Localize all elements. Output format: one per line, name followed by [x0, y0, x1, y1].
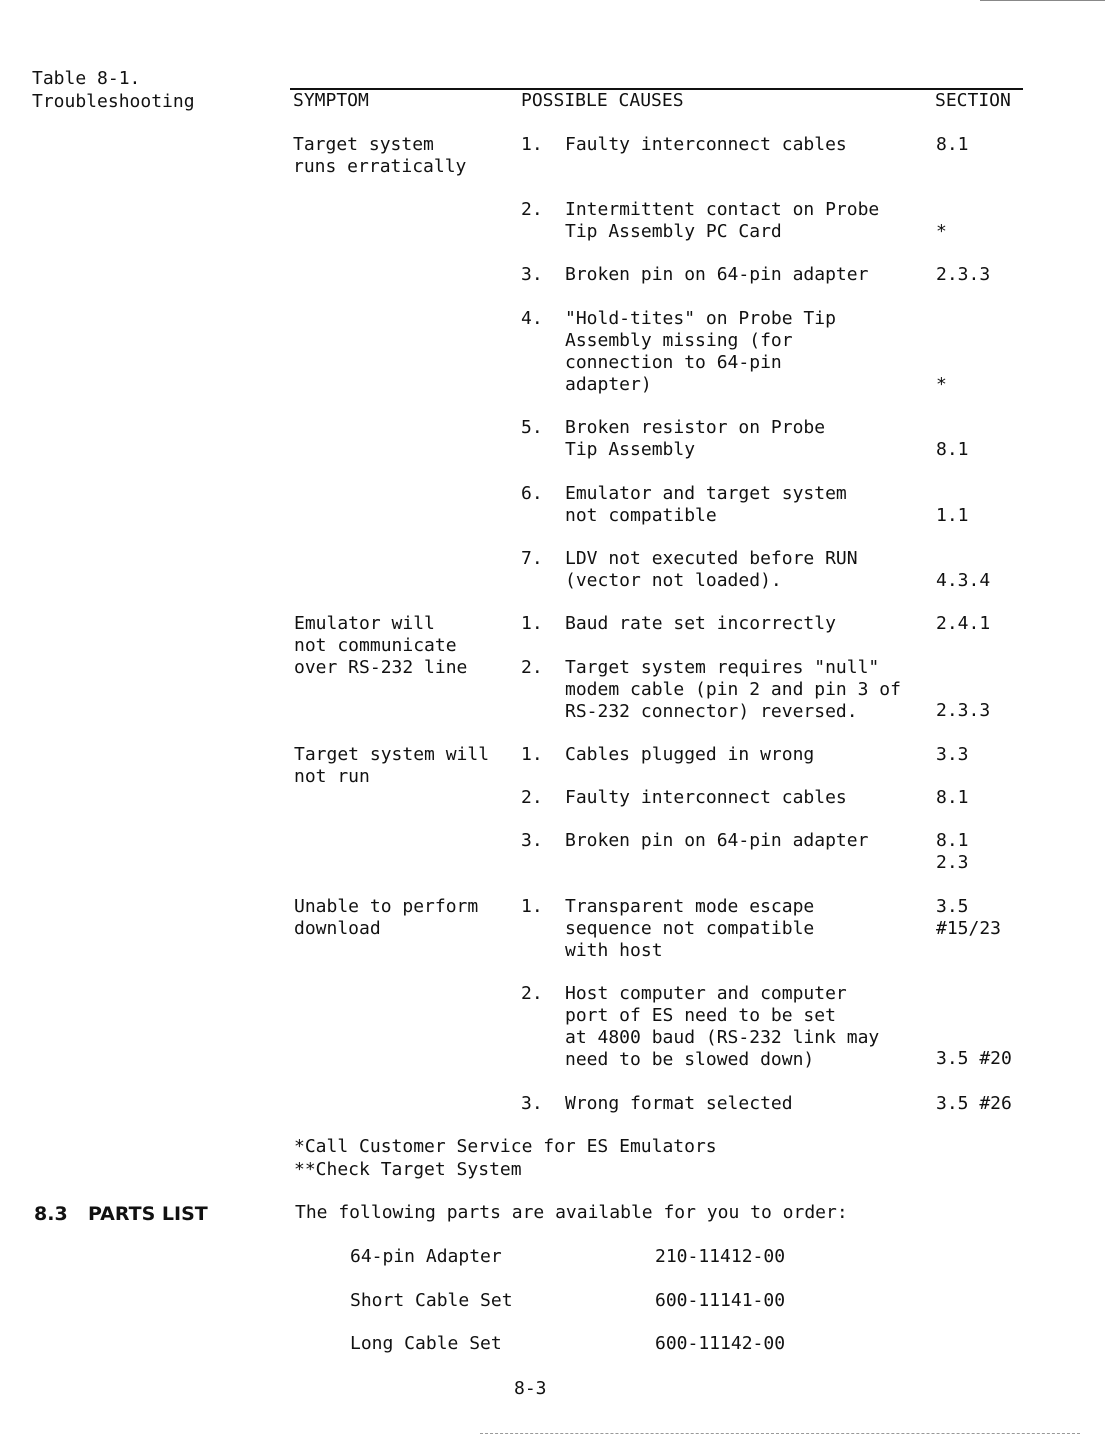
section-ref: 3.5 #20	[936, 1048, 1012, 1069]
cause-text: Emulator and target system not compatible	[565, 483, 847, 526]
scan-edge-line	[980, 0, 1105, 1]
cause-text: Host computer and computer port of ES need to be set at 4800 baud (RS-232 link may need to be slowed down)	[565, 983, 880, 1070]
section-ref: 3.5 #15/23	[936, 896, 1002, 939]
cause-number: 3.	[521, 264, 543, 285]
part-number: 600-11142-00	[655, 1333, 786, 1354]
part-name: 64-pin Adapter	[350, 1246, 502, 1267]
cause-text: LDV not executed before RUN (vector not loaded).	[565, 548, 858, 591]
table-title: Troubleshooting	[32, 91, 195, 112]
symptom-cell: Target system runs erratically	[293, 134, 467, 177]
section-ref: 2.4.1	[936, 613, 991, 634]
cause-text: Broken pin on 64-pin adapter	[565, 830, 869, 851]
cause-number: 1.	[521, 134, 543, 155]
cause-text: Broken pin on 64-pin adapter	[565, 264, 869, 285]
section-ref: *	[936, 374, 947, 395]
header-section: SECTION	[935, 90, 1011, 111]
part-name: Short Cable Set	[350, 1290, 513, 1311]
section-ref: 2.3.3	[936, 264, 991, 285]
cause-text: Target system requires "null" modem cable (pin 2 and pin 3 of RS-232 connector) reversed.	[565, 657, 901, 722]
part-number: 600-11141-00	[655, 1290, 786, 1311]
section-ref: 8.1 2.3	[936, 830, 969, 873]
cause-number: 2.	[521, 983, 543, 1004]
cause-text: Transparent mode escape sequence not compatible with host	[565, 896, 815, 961]
parts-list-section-number: 8.3	[34, 1203, 68, 1225]
cause-number: 3.	[521, 830, 543, 851]
parts-list-intro: The following parts are available for you to order:	[295, 1202, 848, 1223]
cause-text: Broken resistor on Probe Tip Assembly	[565, 417, 826, 460]
page-number: 8-3	[514, 1378, 547, 1399]
part-number: 210-11412-00	[655, 1246, 786, 1267]
footnote: **Check Target System	[294, 1159, 522, 1180]
footnote: *Call Customer Service for ES Emulators	[294, 1136, 717, 1157]
section-ref: 3.5 #26	[936, 1093, 1012, 1114]
symptom-cell: Unable to perform download	[294, 896, 479, 939]
cause-number: 6.	[521, 483, 543, 504]
cause-number: 1.	[521, 896, 543, 917]
cause-number: 2.	[521, 199, 543, 220]
section-ref: 8.1	[936, 439, 969, 460]
cause-text: Baud rate set incorrectly	[565, 613, 836, 634]
cause-text: "Hold-tites" on Probe Tip Assembly missing (for connection to 64-pin adapter)	[565, 308, 836, 395]
section-ref: 8.1	[936, 787, 969, 808]
section-ref: 8.1	[936, 134, 969, 155]
cause-number: 1.	[521, 744, 543, 765]
header-possible-causes: POSSIBLE CAUSES	[521, 90, 684, 111]
cause-number: 2.	[521, 657, 543, 678]
header-symptom: SYMPTOM	[293, 90, 369, 111]
cause-text: Cables plugged in wrong	[565, 744, 815, 765]
cause-text: Faulty interconnect cables	[565, 787, 847, 808]
symptom-cell: Emulator will not communicate over RS-232 line	[294, 613, 468, 678]
cause-number: 4.	[521, 308, 543, 329]
section-ref: 4.3.4	[936, 570, 991, 591]
table-number: Table 8-1.	[32, 68, 141, 89]
part-name: Long Cable Set	[350, 1333, 502, 1354]
cause-number: 5.	[521, 417, 543, 438]
cause-number: 3.	[521, 1093, 543, 1114]
cause-text: Faulty interconnect cables	[565, 134, 847, 155]
cause-text: Wrong format selected	[565, 1093, 793, 1114]
parts-list-heading: PARTS LIST	[88, 1203, 208, 1225]
cause-number: 2.	[521, 787, 543, 808]
section-ref: *	[936, 221, 947, 242]
cause-text: Intermittent contact on Probe Tip Assembly PC Card	[565, 199, 880, 242]
section-ref: 1.1	[936, 505, 969, 526]
section-ref: 3.3	[936, 744, 969, 765]
symptom-cell: Target system will not run	[294, 744, 490, 787]
scan-bottom-line	[480, 1433, 1080, 1434]
cause-number: 1.	[521, 613, 543, 634]
section-ref: 2.3.3	[936, 700, 991, 721]
cause-number: 7.	[521, 548, 543, 569]
